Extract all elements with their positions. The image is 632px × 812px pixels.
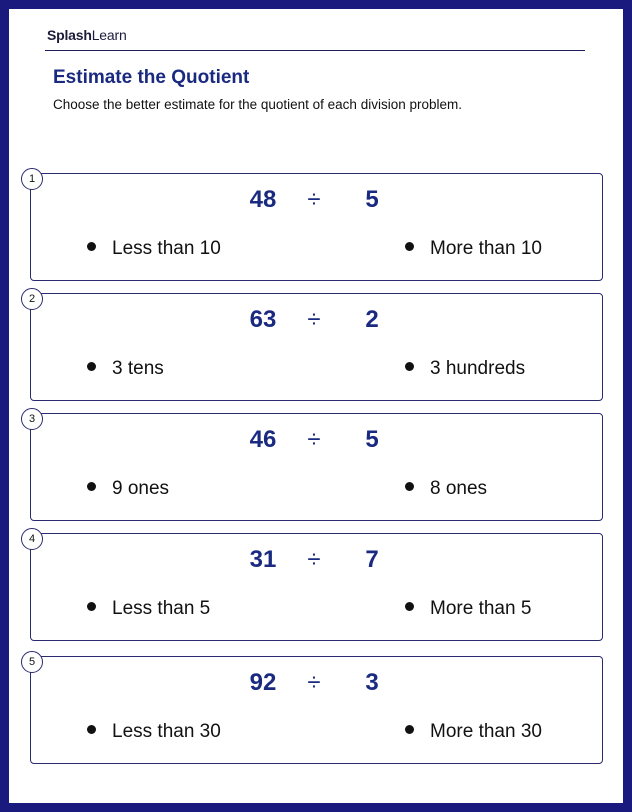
brand-name-light: Learn xyxy=(91,27,127,43)
division-sign: ÷ xyxy=(307,669,321,696)
option-a-label: 9 ones xyxy=(112,478,170,499)
page-title: Estimate the Quotient xyxy=(53,67,250,88)
option-a-label: Less than 30 xyxy=(112,721,221,742)
problem-card-1 xyxy=(30,173,603,281)
divisor: 5 xyxy=(365,426,379,453)
bullet-icon xyxy=(405,482,414,491)
option-b[interactable] xyxy=(405,358,525,380)
problem-number-badge: 1 xyxy=(21,168,43,190)
bullet-icon xyxy=(87,242,96,251)
option-b[interactable] xyxy=(405,598,531,620)
divisor: 3 xyxy=(365,669,379,696)
option-b-label: 3 hundreds xyxy=(430,358,526,379)
option-b[interactable] xyxy=(405,478,487,500)
option-b[interactable] xyxy=(405,238,542,260)
problem-number-badge: 4 xyxy=(21,528,43,550)
worksheet-page xyxy=(9,9,623,803)
bullet-icon xyxy=(87,602,96,611)
divisor: 5 xyxy=(365,186,379,213)
division-expression xyxy=(31,186,602,216)
bullet-icon xyxy=(87,482,96,491)
dividend: 46 xyxy=(249,426,277,453)
divisor: 7 xyxy=(365,546,379,573)
bullet-icon xyxy=(87,362,96,371)
division-expression xyxy=(31,426,602,456)
problem-number-badge: 2 xyxy=(21,288,43,310)
problem-number-badge: 3 xyxy=(21,408,43,430)
dividend: 31 xyxy=(249,546,277,573)
division-sign: ÷ xyxy=(307,426,321,453)
option-b-label: 8 ones xyxy=(430,478,488,499)
problem-card-4 xyxy=(30,533,603,641)
dividend: 63 xyxy=(249,306,277,333)
option-a-label: 3 tens xyxy=(112,358,164,379)
option-b-label: More than 10 xyxy=(430,238,542,259)
option-a[interactable] xyxy=(87,721,221,743)
bullet-icon xyxy=(405,242,414,251)
division-sign: ÷ xyxy=(307,306,321,333)
bullet-icon xyxy=(405,362,414,371)
option-b-label: More than 30 xyxy=(430,721,542,742)
division-expression xyxy=(31,669,602,699)
dividend: 92 xyxy=(249,669,277,696)
bullet-icon xyxy=(405,602,414,611)
option-a-label: Less than 10 xyxy=(112,238,221,259)
brand-logo xyxy=(47,27,127,43)
option-b[interactable] xyxy=(405,721,542,743)
problem-number-badge: 5 xyxy=(21,651,43,673)
option-a[interactable] xyxy=(87,478,169,500)
divisor: 2 xyxy=(365,306,379,333)
bullet-icon xyxy=(405,725,414,734)
option-a-label: Less than 5 xyxy=(112,598,211,619)
brand-name-bold: Splash xyxy=(47,27,92,43)
division-sign: ÷ xyxy=(307,546,321,573)
option-a[interactable] xyxy=(87,238,221,260)
option-a[interactable] xyxy=(87,598,210,620)
option-a[interactable] xyxy=(87,358,164,380)
division-expression xyxy=(31,306,602,336)
bullet-icon xyxy=(87,725,96,734)
problem-card-2 xyxy=(30,293,603,401)
division-sign: ÷ xyxy=(307,186,321,213)
dividend: 48 xyxy=(249,186,277,213)
problem-card-5 xyxy=(30,656,603,764)
header-divider xyxy=(45,50,585,51)
division-expression xyxy=(31,546,602,576)
option-b-label: More than 5 xyxy=(430,598,532,619)
problem-card-3 xyxy=(30,413,603,521)
instructions: Choose the better estimate for the quotient of each division problem. xyxy=(53,97,462,112)
